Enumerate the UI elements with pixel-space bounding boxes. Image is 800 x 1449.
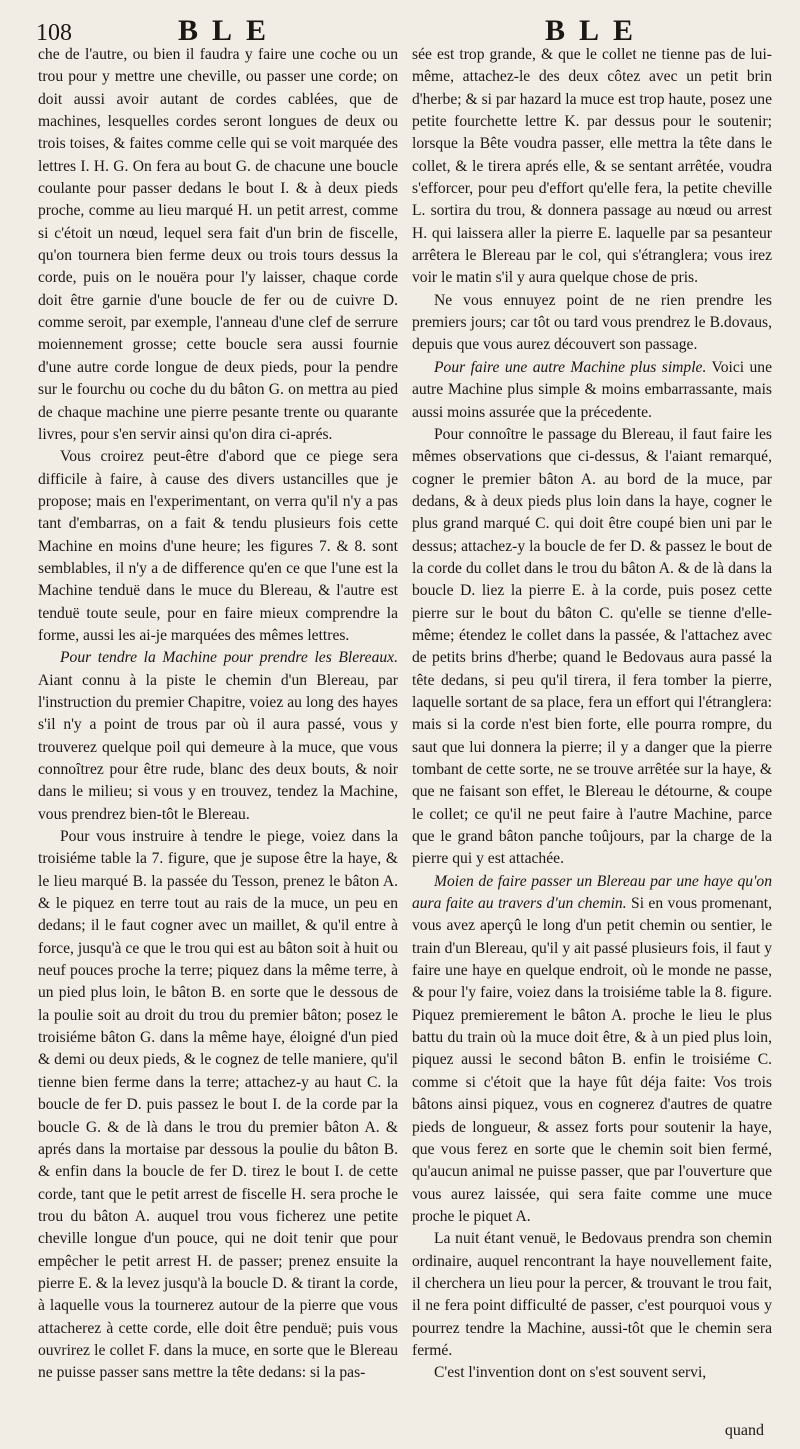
paragraph-text: Vous croirez peut-être d'abord que ce piege sera difficile à faire, à cause des divers ustancilles que je propose; mais en l'experimentant, on verra qu'il n'y a pas tant d'embarras, on a fait & tendu plusieurs fois cette Machine en moins d'une heure; les figures 7. & 8. sont semblables, il n'y a de difference qu'en ce que l'une est la Machine tenduë dans le muce du Blereau, & l'autre est tenduë toute seule, pour en faire mieux comprendre la forme, aussi les ai-je marquées des mêmes lettres. — [38, 448, 398, 644]
paragraph — [412, 357, 772, 424]
paragraph-text: Aiant connu à la piste le chemin d'un Blereau, par l'instruction du premier Chapitre, voiez au long des hayes s'il n'y a point de trous par où il aura passé, vous y trouverez quelque poil qui demeure à la muce, que vous connoîtrez pour être rude, blanc des deux bouts, & noir dans le milieu; si vous y en trouvez, tendez la Machine, vous prendrez bien-tôt le Blereau. — [38, 671, 398, 823]
catchword: quand — [724, 1422, 764, 1439]
paragraph-text: La nuit étant venuë, le Bedovaus prendra son chemin ordinaire, auquel rencontrant la haye nouvellement faite, il cherchera un lieu pour la percer, & trouvant le trou fait, il ne fera point difficulté de passer, c'est pourquoi vous y pourrez tendre la Machine, aussi-tôt que le chemin sera fermé. — [412, 1230, 772, 1359]
paragraph-text: Ne vous ennuyez point de ne rien prendre les premiers jours; car tôt ou tard vous prendrez le B.dovaus, depuis que vous aurez découvert son passage. — [412, 291, 772, 354]
paragraph — [38, 446, 398, 647]
paragraph-text: Pour connoître le passage du Blereau, il faut faire les mêmes observations que ci-dessus, & l'aiant remarqué, cogner le premier bâton A. au bord de la muce, par dedans, & à deux pieds plus loin dans la haye, cogner le plus grand marqué C. qui doit être coupé bien uni par le dessus; attachez-y la boucle de fer D. & passez le bout de la corde du collet dans le trou du bâton A. & de là dans la boucle D. liez la pierre E. à la corde, puis posez cette pierre sur le bout du bâton C. qu'elle se tienne d'elle-même; étendez le collet dans la passée, & l'attachez avec de petits brins d'herbe; quand le Bedovaus aura passé la tête dedans, si peu qu'il tirera, il fera tomber la pierre, laquelle sortant de sa place, fera un effort qui l'étranglera: mais si la corde n'est bien forte, elle pourra rompre, du saut que lui donnera la pierre; il y a danger que la pierre tombant de cette sorte, ne se trouve arrêtée sur la haye, & que ne faisant son effet, le Blereau le détourne, & coupe le collet; ce qu'il ne peut faire à l'autre Machine, parce que le grand bâton panche toûjours, par la charge de la pierre qui y est attachée. — [412, 425, 772, 868]
paragraph — [38, 647, 398, 826]
paragraph — [38, 44, 398, 446]
section-heading: Pour faire une autre Machine plus simple. — [434, 358, 707, 376]
paragraph — [412, 871, 772, 1229]
paragraph — [412, 290, 772, 357]
paragraph-text: che de l'autre, ou bien il faudra y faire une coche ou un trou pour y mettre une cheville, ou passer une corde; on doit aussi avoir autant de cordes cablées, que de machines, lesquelles cordes seront longues de deux ou trois toises, & faites comme celle qui se voit marquée des lettres I. H. G. On fera au bout G. de chacune une boucle coulante pour passer dedans le bout I. & à deux pieds proche, comme au lieu marqué H. un petit arrest, comme si c'étoit un nœud, lequel sera fait d'un brin de fiscelle, qu'on tournera bien ferme deux ou trois tours dessus la corde, puis on le nouëra pour l'y laisser, chaque corde doit être garnie d'une boucle de fer ou de cuivre D. comme seroit, par exemple, l'anneau d'une clef de serrure moiennement grosse; cette boucle sera aussi fournie d'une autre corde longue de deux pieds, pour la pendre sur le fourchu ou coche du du bâton G. on mettra au pied de chaque machine une pierre pesante trente ou quarante livres, pour s'en servir ainsi qu'on dira ci-aprés. — [38, 46, 398, 443]
paragraph — [412, 424, 772, 871]
running-head-left: BLE — [178, 14, 281, 47]
page-number: 108 — [36, 20, 72, 46]
left-column — [38, 44, 398, 1385]
paragraph — [412, 1228, 772, 1362]
section-heading: Moien de faire passer un Blereau par une haye qu'on aura faite au travers d'un chemin. — [412, 872, 772, 913]
paragraph — [412, 44, 772, 290]
section-heading: Pour tendre la Machine pour prendre les Blereaux. — [60, 649, 398, 667]
running-head-right: BLE — [545, 14, 648, 47]
paragraph-text: Pour vous instruire à tendre le piege, voiez dans la troisiéme table la 7. figure, que je supose être la haye, & le lieu marqué B. la passée du Tesson, prenez le bâton A. & le piquez en terre tout au rais de la muce, un peu en dedans; il le faut cogner avec un maillet, & qu'il entre à force, jusqu'à ce que le trou qui est au bâton soit à huit ou neuf pouces proche la terre; piquez dans la même terre, à un pied plus loin, le bâton B. en sorte que le dessous de la poulie soit au droit du trou du premier bâton; posez le troisiéme bâton G. dans la même haye, éloigné d'un pied & demi ou deux pieds, & le cognez de telle maniere, qu'il tienne bien ferme dans la terre; attachez-y au haut C. la boucle de fer D. puis passez le bout I. de la corde par la boucle G. & de là dans le trou du premier bâton A. & aprés dans la mortaise par dessous la poulie du bâton B. & enfin dans la boucle de fer D. tirez le bout I. de cette corde, tant que le petit arrest de fiscelle H. sera proche le trou du bâton A. auquel trou vous ficherez une petite cheville longue d'un pouce, qui ne doit tenir que pour empêcher le petit arrest H. de passer; prenez ensuite la pierre E. & la levez jusqu'à la boucle D. & tirant la corde, à laquelle vous la tournerez autour de la pierre que vous attacherez à cette corde, elle doit être penduë; puis vous ouvrirez le collet F. dans la muce, en sorte que le Blereau ne puisse passer sans mettre la tête dedans: si la pas- — [38, 828, 398, 1382]
paragraph-text: Si en vous promenant, vous avez aperçû le long d'un petit chemin ou sentier, le train d'un Blereau, qu'il y ait passé plusieurs fois, il faut y faire une haye en quelque endroit, où le monde ne passe, & pour l'y faire, voiez dans la troisiéme table la 8. figure. Piquez premierement le bâton A. proche le lieu le plus battu du train où la muce doit être, & à un pied plus loin, piquez aussi le second bâton B. enfin le troisiéme C. comme si c'étoit que la haye fût déja faite: Vos trois bâtons ainsi piquez, vous en cognerez d'autres de quatre pieds de longueur, & assez forts pour soutenir la haye, que vous ferez en sorte que le chemin soit bien fermé, qu'aucun animal ne puisse passer, que par l'ouverture que vous aurez laissée, qui sera faite comme une muce proche le piquet A. — [412, 895, 773, 1225]
paragraph-text: sée est trop grande, & que le collet ne tienne pas de lui-même, attachez-le des deux côtez avec un petit brin d'herbe; & si par hazard la muce est trop haute, posez une petite fourchette lettre K. par dessus pour le soutenir; lorsque la Bête voudra passer, elle mettra la tête dans le collet, & le tirera aprés elle, & se sentant arrêtée, voudra s'efforcer, pour peu d'effort qu'elle fera, la petite cheville L. sortira du trou, & donnera passage au nœud ou arrest H. qui laissera aller la pierre E. laquelle par sa pesanteur arrêtera le Blereau par le col, qui s'étranglera; vous irez voir le matin s'il y aura quelque chose de pris. — [412, 46, 772, 287]
paragraph — [38, 826, 398, 1385]
right-column — [412, 44, 772, 1385]
paragraph-text: Voici une autre Machine plus simple & moins embarrassante, mais aussi moins assurée que la précedente. — [412, 358, 772, 421]
paragraph — [412, 1362, 772, 1384]
paragraph-text: C'est l'invention dont on s'est souvent servi, — [434, 1364, 707, 1382]
